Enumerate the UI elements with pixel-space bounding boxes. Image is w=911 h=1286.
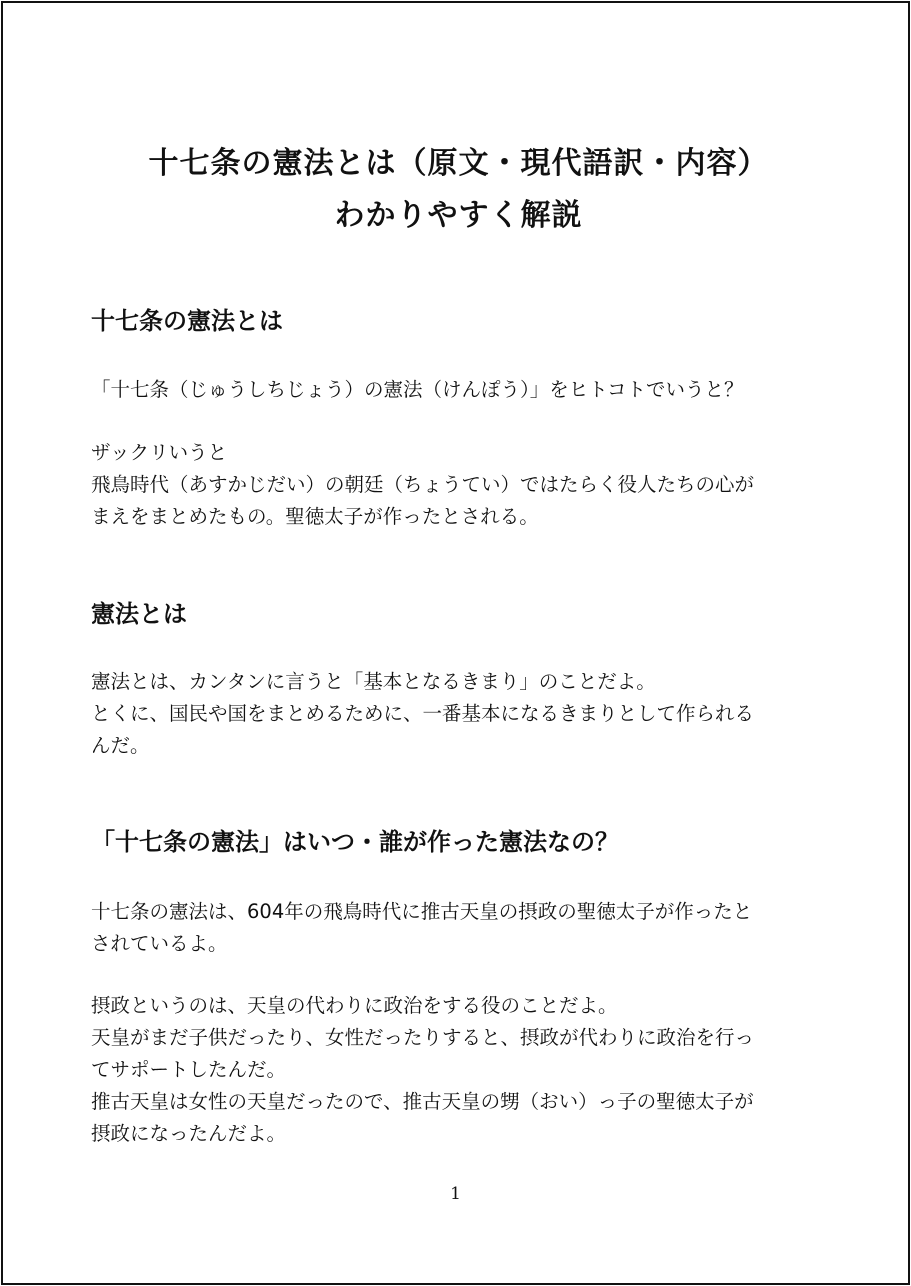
section-heading: 憲法とは <box>91 600 187 628</box>
text-line: まえをまとめたもの。聖徳太子が作ったとされる。 <box>91 505 539 528</box>
text-line: 十七条の憲法は、604年の飛鳥時代に推古天皇の摂政の聖徳太子が作ったと <box>91 900 753 923</box>
text-line: 憲法とは、カンタンに言うと「基本となるきまり」のことだよ。 <box>91 670 656 693</box>
text-line: とくに、国民や国をまとめるために、一番基本になるきまりとして作られる <box>91 702 755 725</box>
text-line: 天皇がまだ子供だったり、女性だったりすると、摂政が代わりに政治を行っ <box>91 1026 755 1049</box>
text-line: されているよ。 <box>91 932 228 955</box>
text-line: ザックリいうと <box>91 441 228 464</box>
paragraph <box>91 666 826 762</box>
paragraph <box>91 374 826 406</box>
section-heading: 十七条の憲法とは <box>91 307 283 335</box>
text-line: 飛鳥時代（あすかじだい）の朝廷（ちょうてい）ではたらく役人たちの心が <box>91 473 755 496</box>
text-line: 摂政になったんだよ。 <box>91 1122 287 1145</box>
text-line: 「十七条（じゅうしちじょう）の憲法（けんぽう）」をヒトコトでいうと？ <box>91 378 744 401</box>
text-line: 推古天皇は女性の天皇だったので、推古天皇の甥（おい）っ子の聖徳太子が <box>91 1090 754 1113</box>
text-line: んだ。 <box>91 734 150 757</box>
paragraph <box>91 896 826 960</box>
text-line: てサポートしたんだ。 <box>91 1058 287 1081</box>
paragraph <box>91 990 826 1150</box>
text-line: 摂政というのは、天皇の代わりに政治をする役のことだよ。 <box>91 994 618 1017</box>
title-line: わかりやすく解説 <box>334 198 583 233</box>
document-title <box>91 138 826 242</box>
page-number: 1 <box>450 1184 461 1204</box>
title-line: 十七条の憲法とは（原文・現代語訳・内容） <box>148 146 769 181</box>
paragraph <box>91 437 826 533</box>
section-heading: 「十七条の憲法」はいつ・誰が作った憲法なの？ <box>91 828 619 856</box>
